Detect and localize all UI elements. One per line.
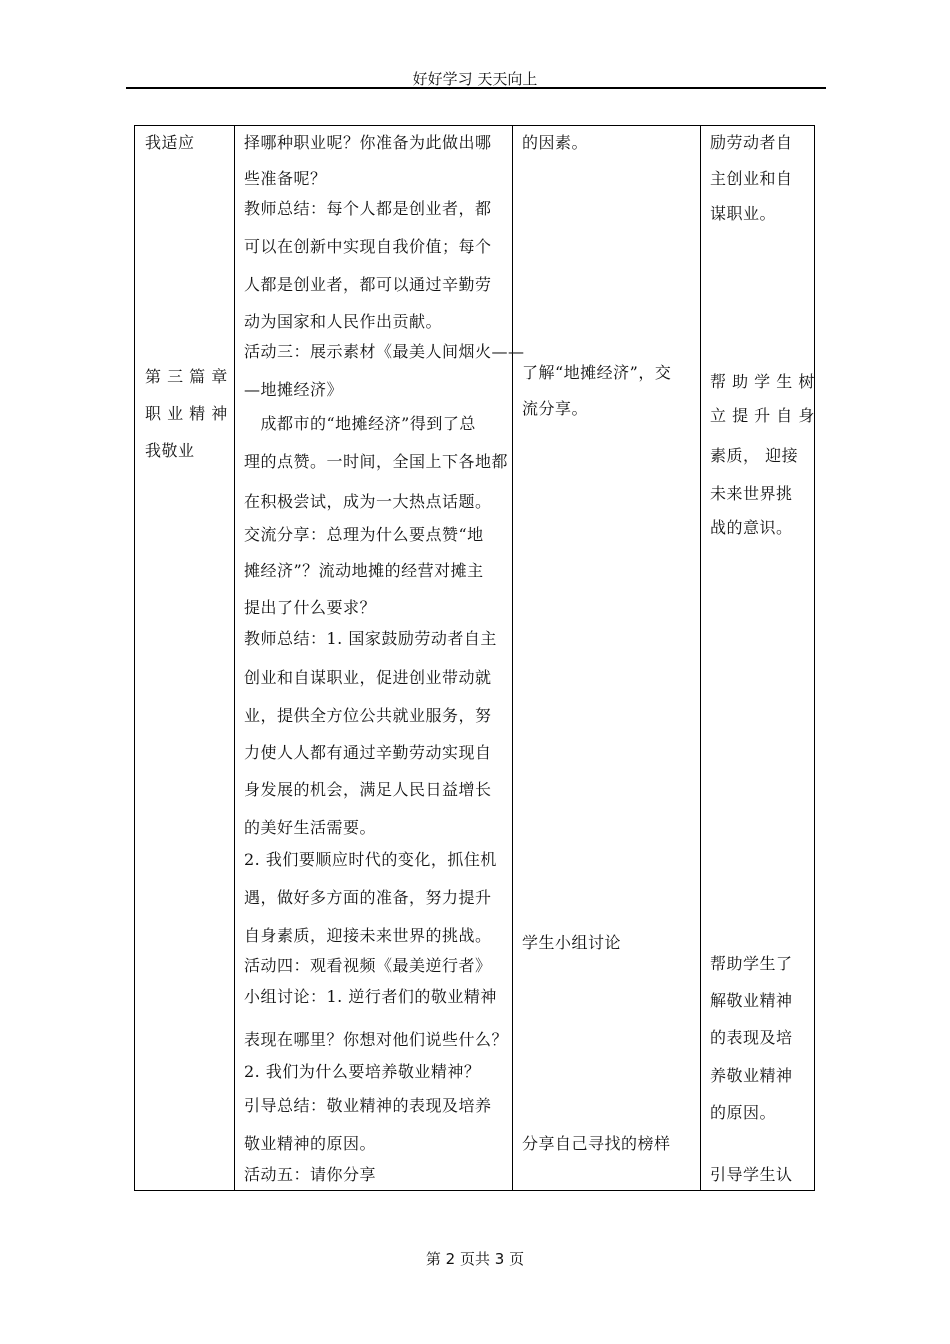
text-line: 提出了什么要求？ [244,598,377,617]
text-line: 在积极尝试，成为一大热点话题。 [244,492,492,511]
text-line: 力使人人都有通过辛勤劳动实现自 [244,743,492,762]
text-line: 励劳动者自 [710,133,793,152]
text-line: 帮 助 学 生 树 [710,372,815,391]
text-line: 表现在哪里？你想对他们说些什么？ [244,1030,509,1049]
text-line: 些准备呢？ [244,169,327,188]
text-line: 成都市的“地摊经济”得到了总 [244,414,476,433]
text-line: 学生小组讨论 [522,933,622,952]
text-line: 帮助学生了 [710,954,793,973]
text-line: 引导学生认 [710,1165,793,1184]
text-line: 活动三：展示素材《最美人间烟火—— [244,342,525,361]
text-line: 自身素质，迎接未来世界的挑战。 [244,926,492,945]
text-line: 择哪种职业呢？你准备为此做出哪 [244,133,492,152]
text-line: 身发展的机会，满足人民日益增长 [244,780,492,799]
text-line: 主创业和自 [710,169,793,188]
text-line: 业，提供全方位公共就业服务，努 [244,706,492,725]
text-line: 创业和自谋职业，促进创业带动就 [244,668,492,687]
text-line: 的表现及培 [710,1028,793,1047]
text-line: 流分享。 [522,399,589,418]
chapter-line: 我敬业 [145,441,195,460]
text-line: 的因素。 [522,133,589,152]
text-line: 战的意识。 [710,518,793,537]
text-line: 可以在创新中实现自我价值；每个 [244,237,492,256]
text-line: 素质， 迎接 [710,446,799,465]
text-line: 引导总结：敬业精神的表现及培养 [244,1096,492,1115]
page-header: 好好学习 天天向上 [412,70,538,88]
text-line: 摊经济”？流动地摊的经营对摊主 [244,561,484,580]
text-line: 教师总结：每个人都是创业者，都 [244,199,492,218]
text-line: 2. 我们要顺应时代的变化，抓住机 [244,850,497,869]
text-line: 立 提 升 自 身 [710,406,815,425]
text-line: 分享自己寻找的榜样 [522,1134,671,1153]
text-line: 的美好生活需要。 [244,818,377,837]
text-line: 教师总结：1. 国家鼓励劳动者自主 [244,629,497,648]
text-line: 遇，做好多方面的准备，努力提升 [244,888,492,907]
text-line: —地摊经济》 [244,380,344,399]
column-divider [700,126,701,1190]
text-line: 谋职业。 [710,204,777,223]
text-line: 了解“地摊经济”，交 [522,363,672,382]
text-line: 敬业精神的原因。 [244,1134,377,1153]
text-line: 动为国家和人民作出贡献。 [244,312,443,331]
page-footer: 第 2 页共 3 页 [425,1250,525,1268]
text-line: 小组讨论：1. 逆行者们的敬业精神 [244,987,497,1006]
text-line: 人都是创业者，都可以通过辛勤劳 [244,275,492,294]
text-line: 活动五：请你分享 [244,1165,377,1184]
column-divider [234,126,235,1190]
text-line: 解敬业精神 [710,991,793,1010]
text-line: 理的点赞。一时间，全国上下各地都 [244,452,509,471]
text-line: 养敬业精神 [710,1066,793,1085]
chapter-line: 职 业 精 神 [145,404,228,423]
text-line: 交流分享：总理为什么要点赞“地 [244,525,484,544]
header-rule [126,87,826,89]
lesson-table [134,125,815,1191]
text-line: 2. 我们为什么要培养敬业精神？ [244,1062,481,1081]
text-line: 活动四：观看视频《最美逆行者》 [244,956,492,975]
column-divider [512,126,513,1190]
text-line: 的原因。 [710,1103,777,1122]
chapter-line: 我适应 [145,133,195,152]
text-line: 未来世界挑 [710,484,793,503]
chapter-line: 第 三 篇 章 [145,367,228,386]
